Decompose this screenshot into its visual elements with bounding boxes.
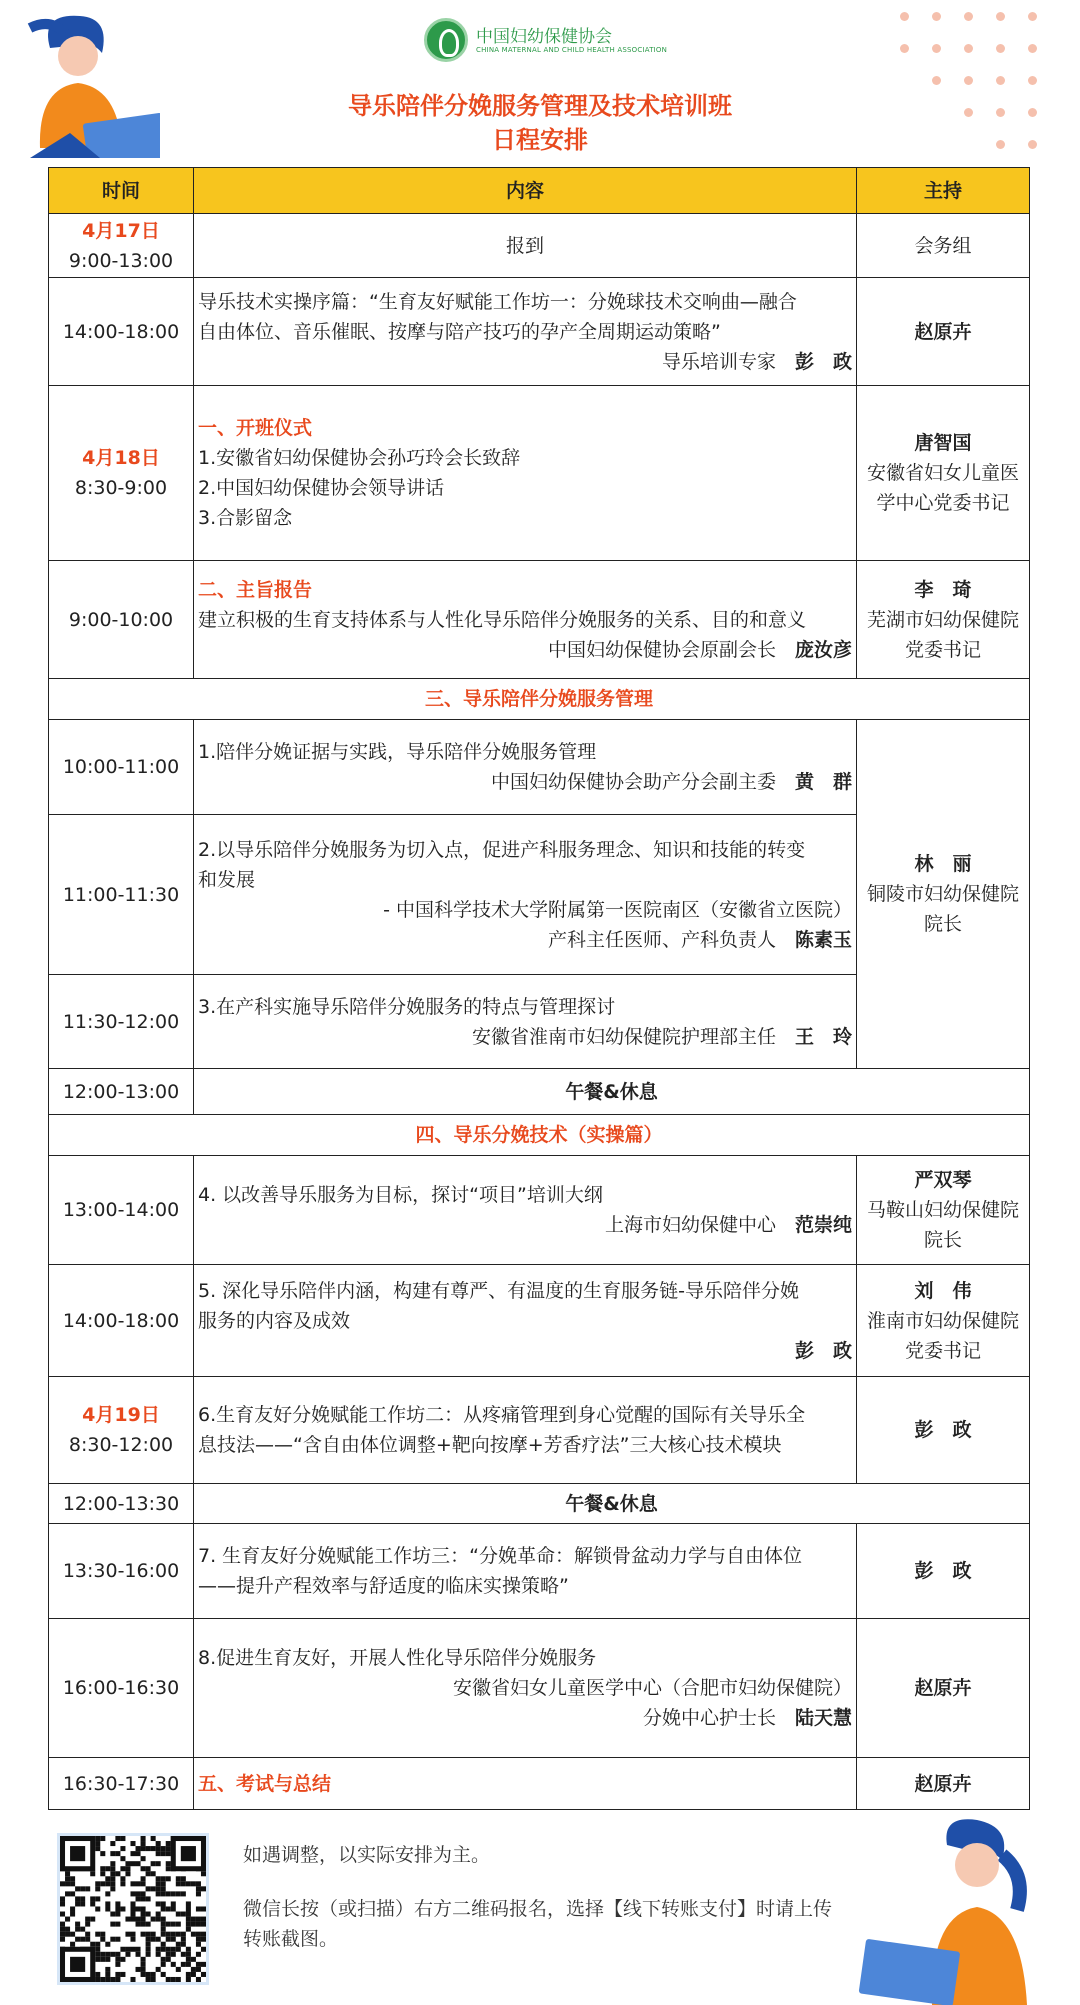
host-name: 唐智国 [914, 432, 972, 454]
content-line: ——提升产程效率与舒适度的临床实操策略” [198, 1575, 569, 1597]
speaker-line [198, 1703, 852, 1733]
host-cell [857, 386, 1030, 561]
speaker-name: 范崇纯 [794, 1214, 852, 1236]
content-line: 2.中国妇幼保健协会领导讲话 [198, 477, 445, 499]
decorative-dot [964, 76, 973, 85]
table-row [49, 1758, 1030, 1810]
speaker-name: 陈素玉 [794, 928, 852, 951]
decorative-dot [1028, 76, 1037, 85]
speaker-name: 彭 政 [794, 1339, 852, 1362]
time-cell: 11:00-11:30 [49, 815, 194, 975]
speaker-line [198, 925, 852, 955]
table-row [49, 214, 1030, 278]
decorative-dot [932, 76, 941, 85]
decorative-dot [964, 108, 973, 117]
decorative-dot [1028, 12, 1037, 21]
host-org: 党委书记 [904, 1339, 981, 1362]
content-line: 1.陪伴分娩证据与实践，导乐陪伴分娩服务管理 [198, 741, 597, 763]
time-label: 9:00-13:00 [68, 249, 174, 272]
adjustment-note: 如遇调整，以实际安排为主。 [243, 1844, 491, 1866]
decorative-dot [996, 12, 1005, 21]
content-line: 7. 生育友好分娩赋能工作坊三：“分娩革命：解锁骨盆动力学与自由体位 [198, 1545, 803, 1567]
content-cell: 报到 [194, 214, 857, 278]
speaker-line [198, 1210, 852, 1240]
table-row [49, 1484, 1030, 1524]
qr-code-icon [60, 1836, 206, 1982]
host-name: 林 丽 [914, 853, 972, 875]
decorative-dots [900, 12, 1070, 172]
person-with-laptop-illustration [852, 1815, 1052, 2005]
speaker-line [198, 347, 852, 377]
host-cell: 彭 政 [857, 1524, 1030, 1619]
time-cell: 16:00-16:30 [49, 1619, 194, 1758]
host-org: 党委书记 [904, 638, 981, 661]
host-name: 李 琦 [914, 578, 972, 601]
time-cell: 9:00-10:00 [49, 561, 194, 679]
speaker-title: 分娩中心护士长 [642, 1707, 776, 1729]
speaker-name: 彭 政 [794, 350, 852, 373]
content-line: 5. 深化导乐陪伴内涵，构建有尊严、有温度的生育服务链-导乐陪伴分娩 [198, 1279, 800, 1302]
date-label: 4月17日 [82, 219, 160, 242]
content-line: 6.生育友好分娩赋能工作坊二：从疼痛管理到身心觉醒的国际有关导乐全 [198, 1404, 806, 1426]
content-cell [194, 1619, 857, 1758]
table-row [49, 1069, 1030, 1115]
host-cell [857, 1265, 1030, 1377]
time-cell [49, 386, 194, 561]
decorative-dot [996, 44, 1005, 53]
host-cell [857, 720, 1030, 1069]
time-cell: 14:00-18:00 [49, 1265, 194, 1377]
page-subtitle: 日程安排 [492, 126, 588, 154]
logo-emblem-icon [424, 18, 468, 62]
time-cell: 12:00-13:30 [49, 1484, 194, 1524]
speaker-line [198, 767, 852, 797]
host-cell: 会务组 [857, 214, 1030, 278]
content-line: 建立积极的生育支持体系与人性化导乐陪伴分娩服务的关系、目的和意义 [198, 608, 807, 631]
table-row [49, 278, 1030, 386]
header-time: 时间 [49, 168, 194, 214]
time-cell: 16:30-17:30 [49, 1758, 194, 1810]
section-heading: 二、主旨报告 [198, 578, 313, 601]
content-line: 息技法——“含自由体位调整+靶向按摩+芳香疗法”三大核心技术模块 [198, 1434, 782, 1456]
content-line: 服务的内容及成效 [198, 1309, 351, 1332]
content-cell [194, 720, 857, 815]
decorative-dot [964, 12, 973, 21]
content-cell [194, 278, 857, 386]
table-row [49, 1377, 1030, 1484]
section-title: 四、导乐分娩技术（实操篇） [49, 1115, 1030, 1156]
speaker-name: 黄 群 [794, 771, 852, 793]
content-cell [194, 561, 857, 679]
host-org: 淮南市妇幼保健院 [866, 1309, 1019, 1332]
page-header [0, 0, 1080, 160]
registration-qr-code[interactable] [57, 1833, 209, 1985]
time-cell [49, 1377, 194, 1484]
host-name: 刘 伟 [914, 1279, 972, 1302]
page-title: 导乐陪伴分娩服务管理及技术培训班 [348, 92, 732, 120]
speaker-line [198, 1022, 852, 1052]
host-org: 马鞍山妇幼保健院 [866, 1199, 1019, 1221]
date-label: 4月18日 [82, 447, 160, 469]
section-title: 三、导乐陪伴分娩服务管理 [49, 679, 1030, 720]
decorative-dot [1028, 44, 1037, 53]
date-label: 4月19日 [82, 1404, 160, 1426]
time-cell: 10:00-11:00 [49, 720, 194, 815]
decorative-dot [1028, 108, 1037, 117]
decorative-dot [932, 44, 941, 53]
table-row [49, 1265, 1030, 1377]
content-cell: 五、考试与总结 [194, 1758, 857, 1810]
content-cell: 午餐&休息 [194, 1484, 1030, 1524]
content-line: 导乐技术实操序篇：“生育友好赋能工作坊一：分娩球技术交响曲—融合 [198, 290, 797, 313]
content-cell: 午餐&休息 [194, 1069, 1030, 1115]
content-line: 安徽省妇女儿童医学中心（合肥市妇幼保健院） [452, 1677, 852, 1699]
header-content: 内容 [194, 168, 857, 214]
host-cell: 赵原卉 [857, 1619, 1030, 1758]
content-cell [194, 1524, 857, 1619]
time-cell: 13:00-14:00 [49, 1156, 194, 1265]
decorative-dot [964, 44, 973, 53]
host-name: 严双琴 [914, 1169, 972, 1191]
table-header-row [49, 168, 1030, 214]
speaker-name: 陆天慧 [794, 1707, 852, 1729]
host-org: 学中心党委书记 [876, 492, 1010, 514]
decorative-dot [932, 12, 941, 21]
section-heading: 一、开班仪式 [198, 417, 313, 439]
decorative-dot [996, 76, 1005, 85]
content-line: - 中国科学技术大学附属第一医院南区（安徽省立医院） [383, 898, 852, 921]
content-line: 8.促进生育友好，开展人性化导乐陪伴分娩服务 [198, 1647, 597, 1669]
host-org: 芜湖市妇幼保健院 [866, 608, 1019, 631]
time-cell: 13:30-16:00 [49, 1524, 194, 1619]
decorative-dot [996, 140, 1005, 149]
content-cell [194, 975, 857, 1069]
host-org: 院长 [923, 1229, 962, 1251]
host-cell: 赵原卉 [857, 1758, 1030, 1810]
speaker-name: 王 玲 [794, 1025, 852, 1048]
content-line: 4. 以改善导乐服务为目标，探讨“项目”培训大纲 [198, 1184, 603, 1206]
speaker-line [198, 635, 852, 665]
host-org: 铜陵市妇幼保健院 [866, 883, 1019, 905]
host-org: 安徽省妇女儿童医 [866, 462, 1019, 484]
table-row [49, 720, 1030, 815]
speaker-title: 导乐培训专家 [661, 350, 776, 373]
logo-name-en: CHINA MATERNAL AND CHILD HEALTH ASSOCIATION [476, 46, 668, 54]
table-row [49, 561, 1030, 679]
content-cell [194, 1156, 857, 1265]
decorative-dot [900, 12, 909, 21]
schedule-table [48, 167, 1030, 1810]
content-line: 自由体位、音乐催眠、按摩与陪产技巧的孕产全周期运动策略” [198, 320, 721, 343]
section-row [49, 679, 1030, 720]
decorative-dot [996, 108, 1005, 117]
decorative-dot [1028, 140, 1037, 149]
speaker-title: 产科主任医师、产科负责人 [547, 928, 776, 951]
table-row [49, 1619, 1030, 1758]
decorative-dot [900, 44, 909, 53]
association-logo [424, 18, 674, 66]
content-cell [194, 815, 857, 975]
time-cell [49, 214, 194, 278]
header-host: 主持 [857, 168, 1030, 214]
content-line: 3.在产科实施导乐陪伴分娩服务的特点与管理探讨 [198, 995, 616, 1018]
host-cell: 赵原卉 [857, 278, 1030, 386]
registration-instructions: 微信长按（或扫描）右方二维码报名，选择【线下转账支付】时请上传转账截图。 [243, 1898, 833, 1950]
content-cell [194, 386, 857, 561]
time-cell: 12:00-13:00 [49, 1069, 194, 1115]
host-cell [857, 561, 1030, 679]
table-row [49, 1156, 1030, 1265]
content-cell [194, 1377, 857, 1484]
speaker-title: 中国妇幼保健协会助产分会副主委 [490, 771, 776, 793]
table-row [49, 1524, 1030, 1619]
content-cell [194, 1265, 857, 1377]
content-line: 和发展 [198, 868, 256, 891]
time-cell: 11:30-12:00 [49, 975, 194, 1069]
section-row [49, 1115, 1030, 1156]
table-row [49, 386, 1030, 561]
time-label: 8:30-9:00 [74, 477, 168, 499]
speaker-title: 中国妇幼保健协会原副会长 [547, 638, 776, 661]
time-label: 8:30-12:00 [68, 1434, 174, 1456]
content-line: 3.合影留念 [198, 507, 293, 529]
content-line: 1.安徽省妇幼保健协会孙巧玲会长致辞 [198, 447, 521, 469]
speaker-title: 安徽省淮南市妇幼保健院护理部主任 [471, 1025, 776, 1048]
content-line: 2.以导乐陪伴分娩服务为切入点，促进产科服务理念、知识和技能的转变 [198, 838, 806, 861]
host-cell [857, 1156, 1030, 1265]
host-cell: 彭 政 [857, 1377, 1030, 1484]
speaker-title: 上海市妇幼保健中心 [604, 1214, 776, 1236]
time-cell: 14:00-18:00 [49, 278, 194, 386]
speaker-name: 庞汝彦 [794, 638, 852, 661]
host-org: 院长 [923, 913, 962, 935]
logo-name: 中国妇幼保健协会 [476, 27, 612, 47]
